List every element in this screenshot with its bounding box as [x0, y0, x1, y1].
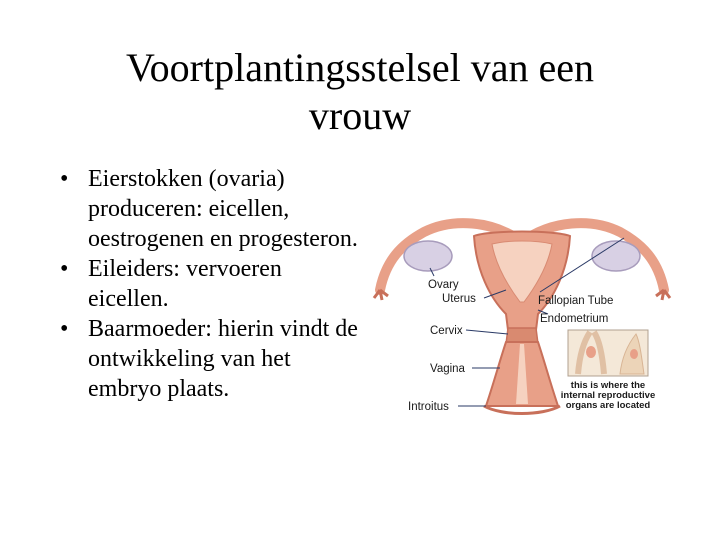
- reproductive-anatomy-figure: [372, 210, 672, 422]
- ovary-left: [404, 241, 452, 271]
- bullet-item-uterus: • Baarmoeder: hierin vindt de ontwikkeling van het embryo plaats.: [60, 314, 360, 404]
- label-endometrium: Endometrium: [540, 313, 609, 325]
- bullet-list: [60, 164, 360, 404]
- introitus: [484, 406, 560, 414]
- label-vagina: Vagina: [430, 363, 465, 375]
- ovary-right: [592, 241, 640, 271]
- inset-caption-line-2: internal reproductive: [560, 390, 656, 401]
- label-introitus: Introitus: [408, 401, 449, 413]
- slide-title-line-1: Voortplantingsstelsel van een: [125, 45, 595, 90]
- bullet-item-fallopian-tubes: • Eileiders: vervoeren eicellen.: [60, 254, 360, 314]
- label-ovary: Ovary: [428, 279, 459, 291]
- label-fallopian-tube: Fallopian Tube: [538, 295, 614, 307]
- label-uterus: Uterus: [442, 293, 476, 305]
- inset-caption-line-1: this is where the: [570, 380, 646, 391]
- label-cervix: Cervix: [430, 325, 463, 337]
- slide-title-line-2: vrouw: [308, 93, 412, 138]
- slide-title: [40, 44, 680, 140]
- anatomy-illustration: [372, 210, 672, 422]
- inset-caption-line-3: organs are located: [565, 400, 651, 411]
- inset-body-outline: [568, 330, 648, 376]
- bullet-item-ovaries: • Eierstokken (ovaria) produceren: eicellen, oestrogenen en progesteron.: [60, 164, 360, 254]
